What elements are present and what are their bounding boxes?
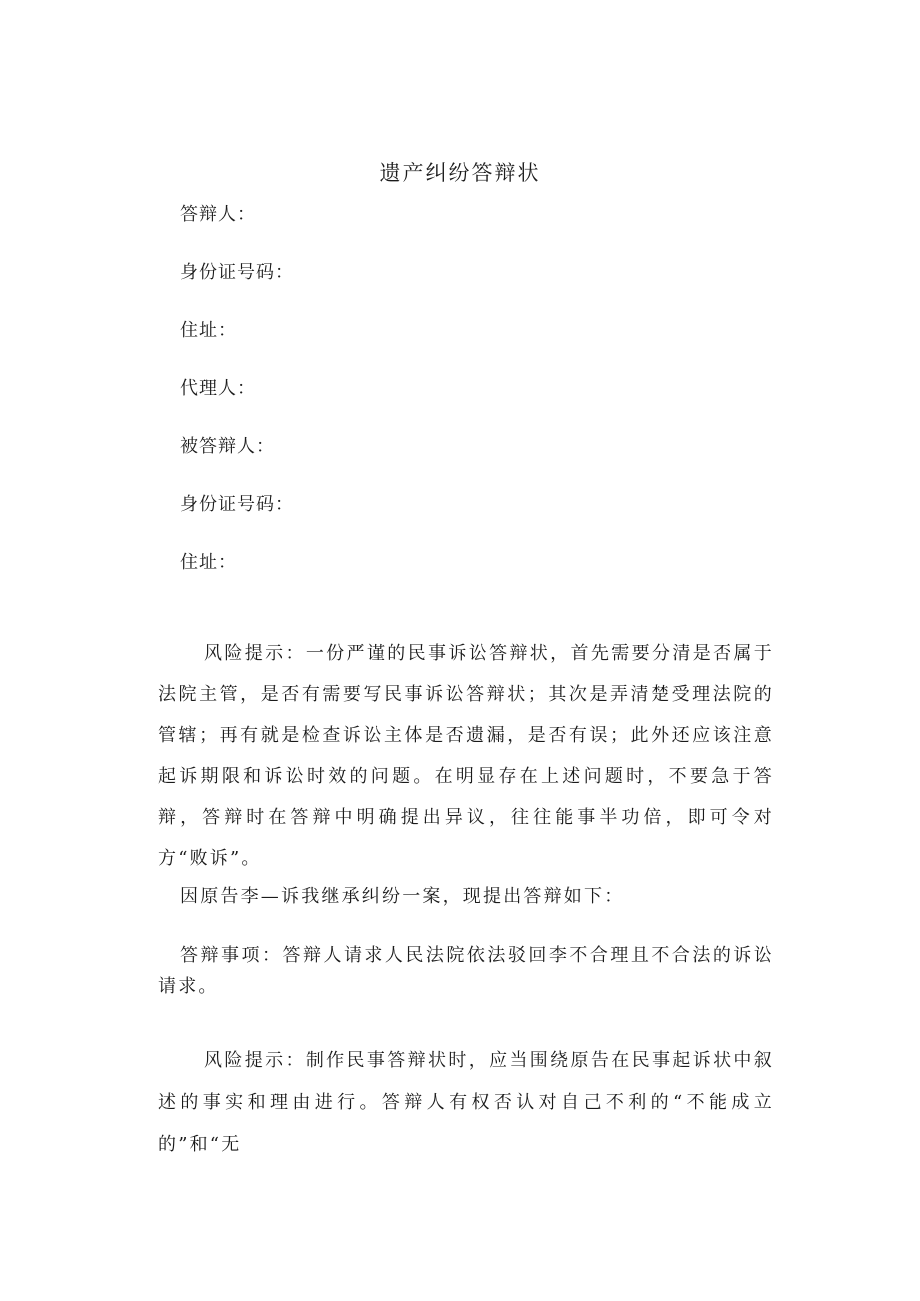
risk-note-paragraph-2: 风险提示：制作民事答辩状时，应当围绕原告在民事起诉状中叙述的事实和理由进行。答辩人有权否认对自己不利的“不能成立的”和“无 bbox=[158, 1050, 774, 1155]
document-title: 遗产纠纷答辩状 bbox=[379, 161, 541, 185]
respondent-id-label: 身份证号码： bbox=[180, 262, 294, 283]
opponent-label: 被答辩人： bbox=[180, 436, 275, 457]
opponent-id-label: 身份证号码： bbox=[180, 494, 294, 515]
intro-paragraph: 因原告李—诉我继承纠纷一案，现提出答辩如下： bbox=[180, 886, 625, 907]
respondent-label: 答辩人： bbox=[180, 204, 256, 225]
agent-label: 代理人： bbox=[180, 378, 256, 399]
risk-note-paragraph-1: 风险提示：一份严谨的民事诉讼答辩状，首先需要分清是否属于法院主管，是否有需要写民事诉讼答辩状；其次是弄清楚受理法院的管辖；再有就是检查诉讼主体是否遗漏，是否有误；此外还应该注意起诉期限和诉讼时效的问题。在明显存在上述问题时，不要急于答辩，答辩时在答辩中明确提出异议，往往能事半功倍，即可令对方“败诉”。 bbox=[158, 643, 774, 869]
respondent-address-label: 住址： bbox=[180, 320, 237, 341]
defense-items-paragraph: 答辩事项：答辩人请求人民法院依法驳回李不合理且不合法的诉讼请求。 bbox=[158, 945, 774, 997]
opponent-address-label: 住址： bbox=[180, 552, 237, 573]
